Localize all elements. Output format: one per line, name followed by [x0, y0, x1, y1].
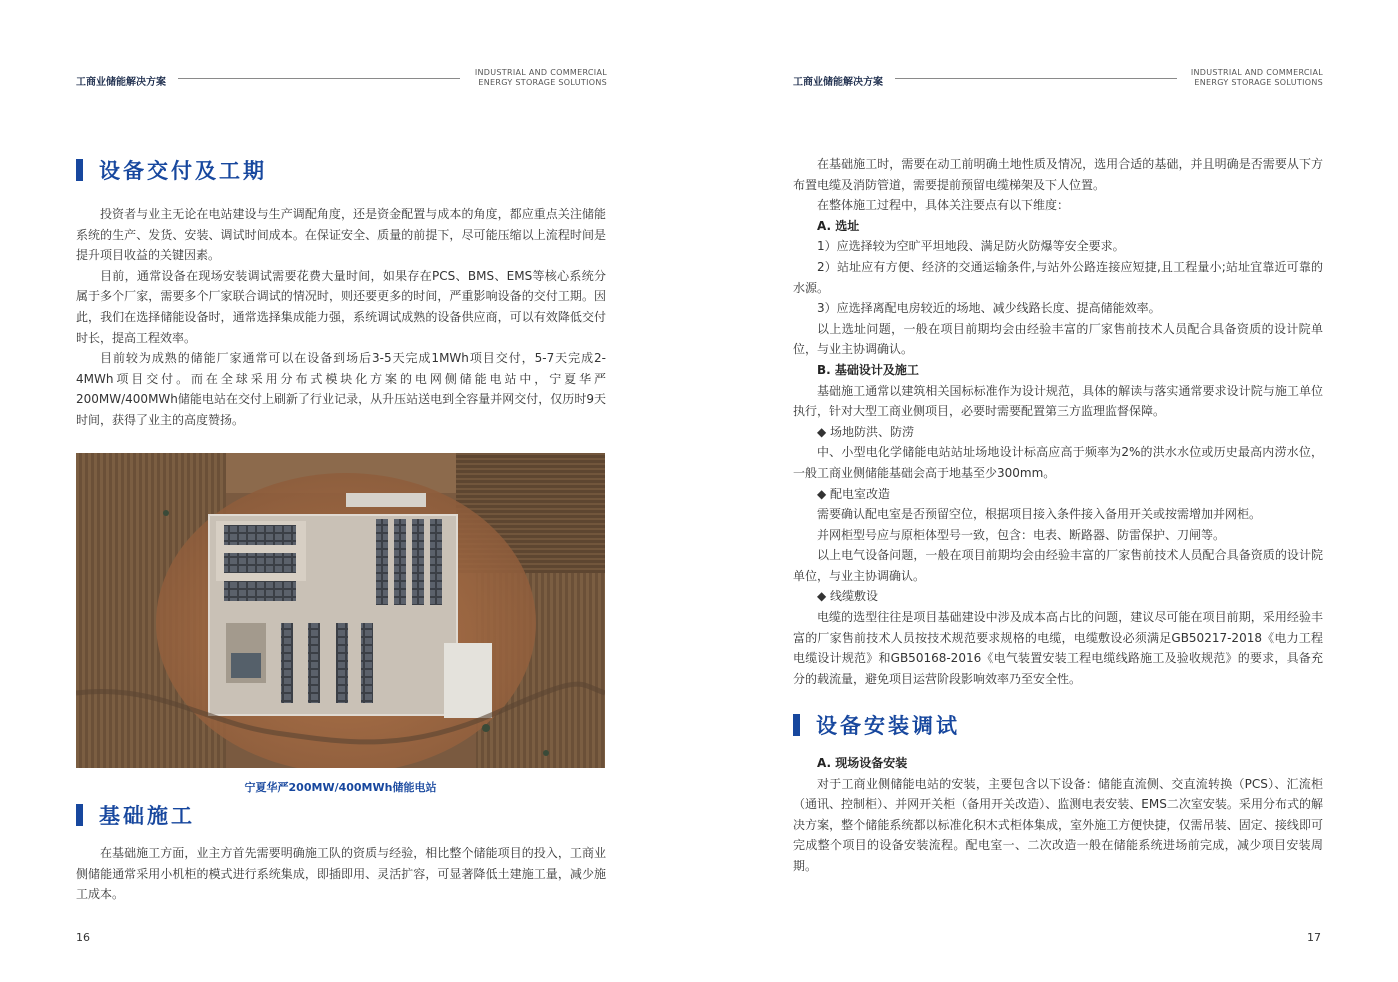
aerial-photo-power-station [76, 453, 605, 768]
delivery-body [76, 204, 606, 431]
header-divider [895, 78, 1177, 79]
header-divider [178, 78, 460, 79]
paragraph: 投资者与业主无论在电站建设与生产调配角度，还是资金配置与成本的角度，都应重点关注储能系统的生产、发货、安装、调试时间成本。在保证安全、质量的前提下，尽可能压缩以上流程时间是提升项目收益的关键因素。 [76, 207, 606, 263]
header-english-line2: ENERGY STORAGE SOLUTIONS [478, 78, 607, 87]
foundation-body [76, 843, 606, 905]
right-page [699, 0, 1398, 982]
installation-body [793, 753, 1323, 877]
header-english [1155, 68, 1323, 88]
paragraph: 目前较为成熟的储能厂家通常可以在设备到场后3-5天完成1MWh项目交付，5-7天完成2-4MWh项目交付。而在全球采用分布式模块化方案的电网侧储能电站中，宁夏华严200MW/400MWh储能电站在交付上刷新了行业记录，从升压站送电到全容量并网交付，仅历时9天时间，获得了业主的高度赞扬。 [76, 351, 606, 427]
header-title: 工商业储能解决方案 [793, 77, 883, 88]
header-english-line2: ENERGY STORAGE SOLUTIONS [1194, 78, 1323, 87]
paragraph: 基础施工通常以建筑相关国标标准作为设计规范，具体的解读与落实通常要求设计院与施工单位执行，针对大型工商业侧项目，必要时需要配置第三方监理监督保障。 [793, 383, 1323, 419]
header-title: 工商业储能解决方案 [76, 77, 166, 88]
subheading: B. 基础设计及施工 [817, 362, 919, 377]
section-title-foundation [76, 800, 195, 830]
paragraph: 目前，通常设备在现场安装调试需要花费大量时间，如果存在PCS、BMS、EMS等核心系统分属于多个厂家，需要多个厂家联合调试的情况时，则还要更多的时间，严重影响设备的交付工期。因此，我们在选择储能设备时，通常选择集成能力强，系统调试成熟的设备供应商，可以有效降低交付时长，提高工程效率。 [76, 268, 606, 345]
header-english [440, 68, 607, 88]
paragraph: 3）应选择离配电房较近的场地、减少线路长度、提高储能效率。 [817, 301, 1161, 316]
paragraph: 并网柜型号应与原柜体型号一致，包含：电表、断路器、防雷保护、刀闸等。 [817, 527, 1226, 542]
paragraph: 在基础施工时，需要在动工前明确土地性质及情况，选用合适的基础，并且明确是否需要从下方布置电缆及消防管道，需要提前预留电缆梯架及下人位置。 [793, 157, 1323, 192]
paragraph: 2）站址应有方便、经济的交通运输条件,与站外公路连接应短捷,且工程量小;站址宜靠近可靠的水源。 [793, 259, 1323, 295]
section-title-delivery [76, 155, 267, 185]
section-title-text: 基础施工 [99, 803, 195, 828]
section-marker [76, 159, 83, 181]
paragraph: 对于工商业侧储能电站的安装，主要包含以下设备：储能直流侧、交直流转换（PCS）、汇流柜（通讯、控制柜）、并网开关柜（备用开关改造）、监测电表安装、EMS二次室安装。采用分布式的解决方案，整个储能系统都以标准化积木式柜体集成，室外施工方便快捷，仅需吊装、固定、接线即可完成整个项目的设备安装流程。配电室一、二次改造一般在储能系统进场前完成，减少项目安装周期。 [793, 776, 1323, 873]
page-number: 16 [76, 931, 90, 944]
paragraph: 电缆的选型往往是项目基础建设中涉及成本高占比的问题，建议尽可能在项目前期，采用经验丰富的厂家售前技术人员按技术规范要求规格的电缆，电缆敷设必须满足GB50217-2018《电力工程电缆设计规范》和GB50168-2016《电气装置安装工程电缆线路施工及验收规范》的要求，具备充分的载流量，避免项目运营阶段影响效率乃至安全性。 [793, 610, 1323, 686]
paragraph: 在基础施工方面，业主方首先需要明确施工队的资质与经验，相比整个储能项目的投入，工商业侧储能通常采用小机柜的模式进行系统集成，即插即用、灵活扩容，可显著降低土建施工量，减少施工成本。 [76, 846, 606, 902]
paragraph: 以上选址问题，一般在项目前期均会由经验丰富的厂家售前技术人员配合具备资质的设计院单位，与业主协调确认。 [793, 321, 1323, 357]
section-title-text: 设备安装调试 [816, 713, 960, 738]
paragraph: 需要确认配电室是否预留空位，根据项目接入条件接入备用开关或按需增加并网柜。 [817, 507, 1262, 522]
paragraph: 中、小型电化学储能电站站址场地设计标高应高于频率为2%的洪水水位或历史最高内涝水位，一般工商业侧储能基础会高于地基至少300mm。 [793, 445, 1323, 480]
paragraph: 在整体施工过程中，具体关注要点有以下维度： [817, 198, 1070, 213]
page-number: 17 [1307, 931, 1321, 944]
header-english-line1: INDUSTRIAL AND COMMERCIAL [474, 68, 607, 77]
section-marker [76, 804, 83, 826]
paragraph: 以上电气设备问题，一般在项目前期均会由经验丰富的厂家售前技术人员配合具备资质的设计院单位，与业主协调确认。 [793, 548, 1323, 583]
section-title-installation [793, 710, 960, 740]
header-english-line1: INDUSTRIAL AND COMMERCIAL [1190, 68, 1323, 77]
construction-body [793, 154, 1323, 689]
subheading: A. 选址 [817, 218, 860, 233]
section-title-text: 设备交付及工期 [99, 158, 267, 183]
paragraph: ◆ 配电室改造 [817, 486, 891, 501]
subheading: A. 现场设备安装 [817, 756, 908, 770]
paragraph: ◆ 线缆敷设 [817, 589, 879, 604]
paragraph: ◆ 场地防洪、防涝 [817, 424, 915, 439]
paragraph: 1）应选择较为空旷平坦地段、满足防火防爆等安全要求。 [817, 239, 1125, 254]
section-marker [793, 714, 800, 736]
photo-caption: 宁夏华严200MW/400MWh储能电站 [244, 781, 437, 794]
